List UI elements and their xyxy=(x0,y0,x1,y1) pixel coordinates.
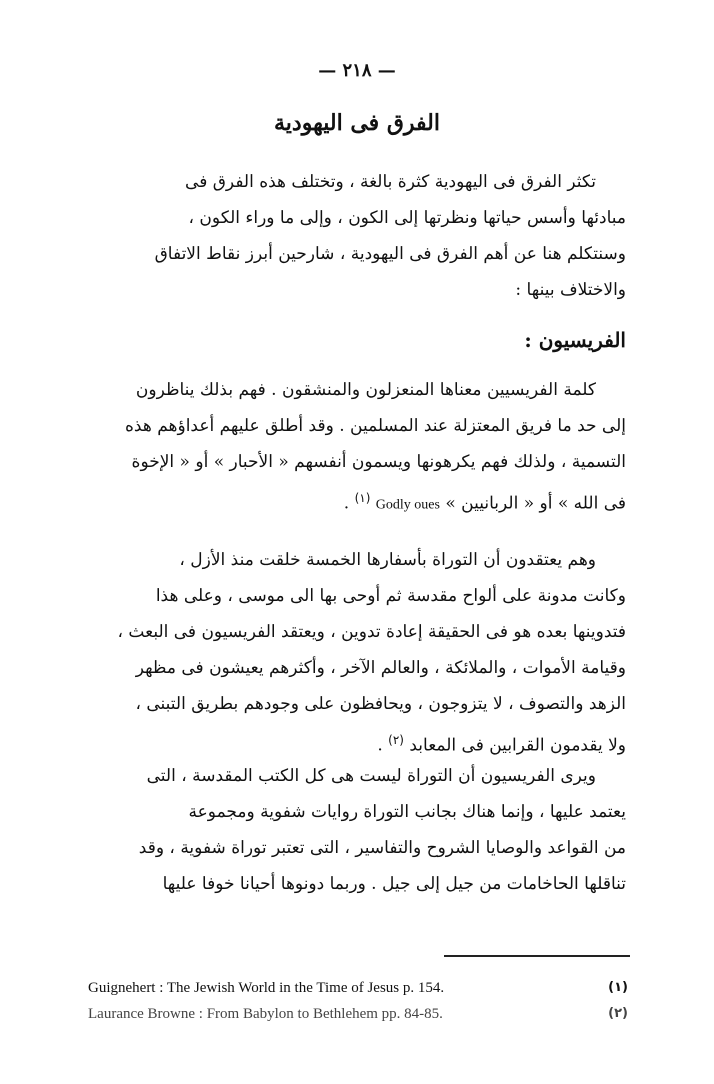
paragraph-line: من القواعد والوصايا الشروح والتفاسير ، التى تعتبر توراة شفوية ، وقد xyxy=(138,838,626,858)
section-heading: الفريسيون : xyxy=(524,328,626,352)
paragraph-line: والاختلاف بينها : xyxy=(515,280,626,300)
paragraph-line xyxy=(64,480,626,524)
beliefs-paragraph xyxy=(64,542,626,764)
footnote-item xyxy=(88,975,628,1001)
paragraph-line: وسنتكلم هنا عن أهم الفرق فى اليهودية ، شارحين أبرز نقاط الاتفاق xyxy=(154,244,626,264)
footnote-ref: (١) xyxy=(354,491,371,505)
sentence-end: . xyxy=(377,735,383,756)
paragraph-line: الزهد والتصوف ، لا يتزوجون ، ويحافظون على وجودهم بطريق التبنى ، xyxy=(135,694,626,714)
latin-term: Godly oues xyxy=(375,497,440,513)
page-number: — ٢١٨ — xyxy=(318,60,396,81)
paragraph-line: كلمة الفريسيين معناها المنعزلون والمنشقون . فهم بذلك يناظرون xyxy=(135,380,596,400)
footnote-ref: (٢) xyxy=(388,733,404,747)
intro-paragraph xyxy=(64,164,626,308)
paragraph-line: التسمية ، ولذلك فهم يكرهونها ويسمون أنفسهم « الأحبار » أو « الإخوة xyxy=(131,452,626,472)
line-text: فى الله » أو « الربانيين » xyxy=(445,493,626,514)
footnote-text: Laurance Browne : From Babylon to Bethlehem pp. 84-85. xyxy=(88,1006,443,1022)
paragraph-line: ويرى الفريسيون أن التوراة ليست هى كل الكتب المقدسة ، التى xyxy=(146,766,596,786)
paragraph-line: فتدوينها بعده هو فى الحقيقة إعادة تدوين ، ويعتقد الفريسيون فى البعث ، xyxy=(117,622,626,642)
footnotes xyxy=(88,975,628,1027)
paragraph-line: مبادئها وأسس حياتها ونظرتها إلى الكون ، وإلى ما وراء الكون ، xyxy=(188,208,626,228)
paragraph-line: إلى حد ما فريق المعتزلة عند المسلمين . وقد أطلق عليهم أعداؤهم هذه xyxy=(125,416,626,436)
paragraph-line: تناقلها الحاخامات من جيل إلى جيل . وربما دونوها أحيانا خوفا عليها xyxy=(162,874,626,894)
footnote-marker: (١) xyxy=(608,980,628,995)
paragraph-line: وهم يعتقدون أن التوراة بأسفارها الخمسة خلقت منذ الأزل ، xyxy=(179,550,596,570)
paragraph-line: وقيامة الأموات ، والملائكة ، والعالم الآخر ، وأكثرهم يعيشون فى مظهر xyxy=(135,658,626,678)
footnote-divider xyxy=(444,955,630,957)
footnote-marker: (٢) xyxy=(608,1006,628,1021)
definition-paragraph xyxy=(64,372,626,524)
chapter-title: الفرق فى اليهودية xyxy=(274,110,440,136)
sentence-end: . xyxy=(343,493,350,514)
line-text: ولا يقدمون القرابين فى المعابد xyxy=(409,735,626,756)
paragraph-line: وكانت مدونة على ألواح مقدسة ثم أوحى بها الى موسى ، وعلى هذا xyxy=(155,586,626,606)
footnote-text: Guignehert : The Jewish World in the Time of Jesus p. 154. xyxy=(88,980,445,996)
paragraph-line: تكثر الفرق فى اليهودية كثرة بالغة ، وتختلف هذه الفرق فى xyxy=(185,172,596,192)
paragraph-line: يعتمد عليها ، وإنما هناك بجانب التوراة روايات شفوية ومجموعة xyxy=(188,802,626,822)
footnote-item xyxy=(88,1001,628,1027)
oral-torah-paragraph xyxy=(64,758,626,902)
